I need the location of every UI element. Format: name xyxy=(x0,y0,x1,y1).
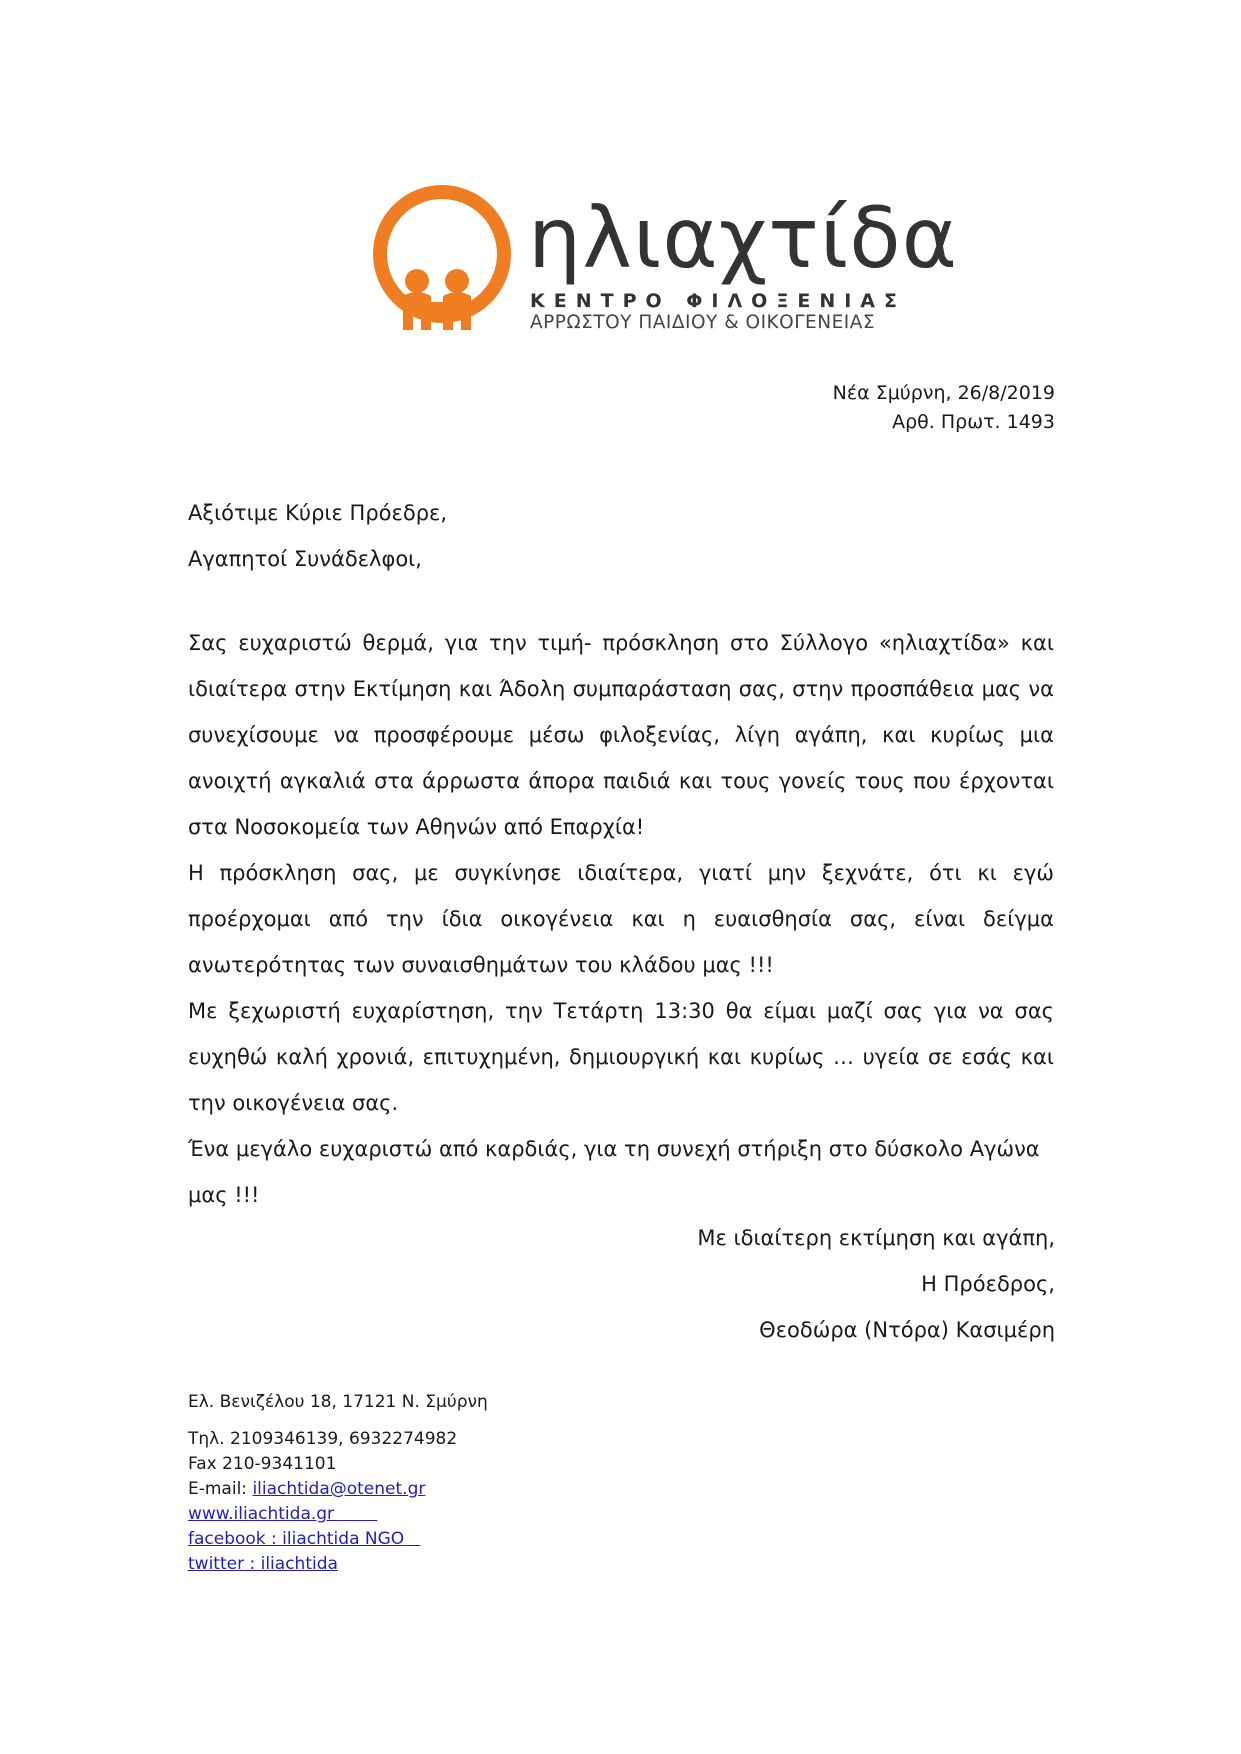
place-date: Νέα Σμύρνη, 26/8/2019 xyxy=(832,382,1055,404)
logo-subtitle-1: ΚΕΝΤΡΟ ΦΙΛΟΞΕΝΙΑΣ xyxy=(530,290,906,312)
website-link[interactable]: www.iliachtida.gr xyxy=(188,1504,335,1524)
address: Ελ. Βενιζέλου 18, 17121 Ν. Σμύρνη xyxy=(188,1392,488,1412)
paragraph-1: Σας ευχαριστώ θερμά, για την τιμή- πρόσκληση στο Σύλλογο «ηλιαχτίδα» και ιδιαίτερα στην Εκτίμηση και Άδολη συμπαράσταση σας, στην προσπάθεια μας να συνεχίσουμε να προσφέρουμε μέσω φιλοξενίας, λίγη αγάπη, και κυρίως μια ανοιχτή αγκαλιά στα άρρωστα άπορα παιδιά και τους γονείς τους που έρχονται στα Νοσοκομεία των Αθηνών από Επαρχία! xyxy=(188,631,1054,839)
twitter-link[interactable]: twitter : iliachtida xyxy=(188,1554,338,1574)
email-label: E-mail: xyxy=(188,1479,253,1499)
website-link-trailing xyxy=(334,1504,377,1524)
paragraph-4-line-2: μας !!! xyxy=(188,1183,260,1207)
salutation-line-1: Αξιότιμε Κύριε Πρόεδρε, xyxy=(188,501,448,525)
phone: Τηλ. 2109346139, 6932274982 xyxy=(188,1429,458,1449)
facebook-link[interactable]: facebook : iliachtida NGO xyxy=(188,1529,405,1549)
logo-subtitle-2: ΑΡΡΩΣΤΟΥ ΠΑΙΔΙΟΥ & ΟΙΚΟΓΕΝΕΙΑΣ xyxy=(530,312,876,333)
closing-regards: Με ιδιαίτερη εκτίμηση και αγάπη, xyxy=(697,1226,1055,1250)
paragraph-4-line-1: Ένα μεγάλο ευχαριστώ από καρδιάς, για τη συνεχή στήριξη στο δύσκολο Αγώνα xyxy=(188,1137,1040,1161)
salutation xyxy=(188,490,447,582)
email-line xyxy=(188,1477,488,1502)
letter-body xyxy=(188,620,1054,1218)
facebook-link-trailing xyxy=(404,1529,420,1549)
logo-name: ηλιαχτίδα xyxy=(528,189,959,287)
signatory-name: Θεοδώρα (Ντόρα) Κασιμέρη xyxy=(759,1318,1055,1342)
logo-mark-icon xyxy=(370,178,520,338)
fax: Fax 210-9341101 xyxy=(188,1454,337,1474)
organization-logo xyxy=(370,178,959,338)
protocol-number: Αρθ. Πρωτ. 1493 xyxy=(892,411,1055,433)
salutation-line-2: Αγαπητοί Συνάδελφοι, xyxy=(188,547,422,571)
letter-closing xyxy=(697,1215,1055,1353)
paragraph-3: Με ξεχωριστή ευχαρίστηση, την Τετάρτη 13:30 θα είμαι μαζί σας για να σας ευχηθώ καλή χρονιά, επιτυχημένη, δημιουργική και κυρίως … υγεία σε εσάς και την οικογένεια σας. xyxy=(188,999,1054,1115)
contact-footer xyxy=(188,1390,488,1577)
email-link[interactable]: iliachtida@otenet.gr xyxy=(252,1479,426,1499)
letter-meta xyxy=(833,379,1055,437)
closing-role: Η Πρόεδρος, xyxy=(921,1272,1055,1296)
paragraph-2: Η πρόσκληση σας, με συγκίνησε ιδιαίτερα, γιατί μην ξεχνάτε, ότι κι εγώ προέρχομαι από την ίδια οικογένεια και η ευαισθησία σας, είναι δείγμα ανωτερότητας των συναισθημάτων του κλάδου μας !!! xyxy=(188,861,1054,977)
